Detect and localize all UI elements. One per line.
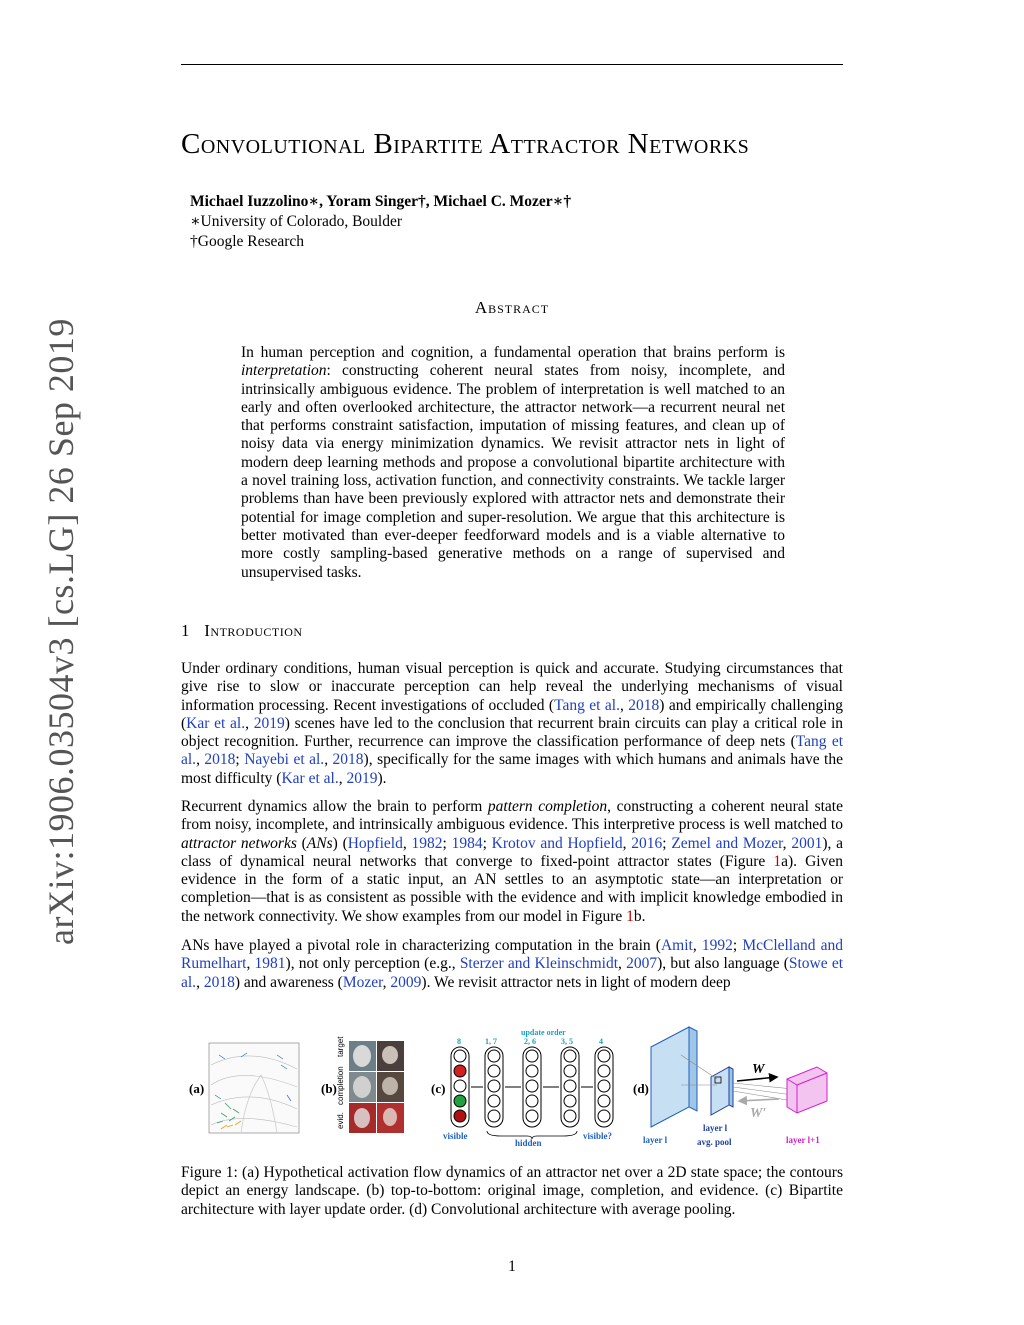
page-number: 1 <box>508 1258 516 1275</box>
update-step-h3: 3, 5 <box>561 1037 573 1046</box>
citation-year-link[interactable]: 2019 <box>253 714 285 732</box>
b-label-target: target <box>336 1036 345 1057</box>
citation-year-link[interactable]: 2019 <box>346 769 378 787</box>
b-label-completion: completion <box>336 1066 345 1105</box>
conv-architecture-diagram <box>651 1027 827 1127</box>
intro-paragraph-3: ANs have played a pivotal role in characterizing computation in the brain (Amit, 1992; McClelland and Rumelhart, 1981), not only perception (e.g., Sterzer and Kleinschmidt, 2007), but also language (Stowe et al., 2018) and awareness (Mozer, 2009). We revisit attractor nets in light of modern deep <box>181 937 844 991</box>
section-title: Introduction <box>204 621 303 640</box>
sample-image-grid <box>349 1041 404 1133</box>
citation-year-link[interactable]: 2009 <box>390 973 422 991</box>
citation-year-link[interactable]: 2018 <box>628 696 660 714</box>
citation-year-link[interactable]: 1984 <box>451 834 483 852</box>
update-step-visible2: 4 <box>599 1037 603 1046</box>
citation-link[interactable]: McClelland and Rumelhart <box>181 937 844 973</box>
intro-paragraph-2: Recurrent dynamics allow the brain to perform pattern completion, constructing a coherent neural state from noisy, incomplete, and intrinsically ambiguous evidence. This interpretive process is well matched to attractor networks (ANs) (Hopfield, 1982; 1984; Krotov and Hopfield, 2016; Zemel and Mozer, 2001), a class of dynamical neural networks that converge to fixed-point attractor states (Figure 1a). Given evidence in the form of a static input, an AN settles to an asymptotic state—an interpretation or completion—that is as consistent as possible with the evidence and with implicit knowledge embodied in the network connectivity. We show examples from our model in Figure 1b. <box>181 798 844 925</box>
update-step-h2: 2, 6 <box>524 1037 536 1046</box>
citation-year-link[interactable]: 2018 <box>203 973 235 991</box>
citation-year-link[interactable]: 1981 <box>254 955 286 973</box>
citation-year-link[interactable]: 2001 <box>791 834 823 852</box>
weight-W-label: W <box>752 1062 765 1077</box>
citation-link[interactable]: Amit <box>660 937 693 954</box>
affiliation-google: †Google Research <box>190 233 305 250</box>
citation-link[interactable]: Krotov and Hopfield <box>491 834 623 852</box>
citation-link[interactable]: Mozer <box>342 973 383 991</box>
figure-1 <box>181 1025 843 1150</box>
abstract-text-start: In human perception and cognition, a fundamental operation that brains perform is <box>241 344 785 361</box>
layer-l-label: layer l <box>643 1135 668 1145</box>
figure-label-b: (b) <box>321 1081 337 1096</box>
figure-label-d: (d) <box>633 1081 649 1096</box>
citation-link[interactable]: Tang et al. <box>554 696 620 714</box>
header-rule <box>181 64 843 65</box>
author-names: Michael Iuzzolino∗, Yoram Singer†, Michael C. Mozer∗† <box>190 193 572 210</box>
citation-year-link[interactable]: 2016 <box>631 834 663 852</box>
visible-q-label: visible? <box>583 1131 613 1141</box>
b-row-labels <box>336 1036 345 1129</box>
abstract-text-rest: : constructing coherent neural states from noisy, incomplete, and intrinsically ambiguous evidence. The problem of interpretation is well matched to an early and often overlooked architecture, the attractor network—a recurrent neural net that performs constraint satisfaction, imputation of missing features, and clean up of noisy data via energy minimization dynamics. We revisit attractor nets in light of modern deep learning methods and propose a convolutional bipartite architecture with a novel training loss, activation function, and connectivity constraints. We tackle larger problems than have been previously explored with attractor nets and demonstrate their potential for image completion and super-resolution. We argue that this architecture is better motivated than ever-deeper feedforward models and is a viable alternative to more costly sampling-based generative methods on a range of supervised and unsupervised tasks. <box>241 362 785 581</box>
citation-year-link[interactable]: 2007 <box>626 955 658 973</box>
citation-link[interactable]: Zemel and Mozer <box>671 834 783 852</box>
section-number: 1 <box>181 621 190 640</box>
section-heading-introduction <box>181 621 303 641</box>
visible-label: visible <box>443 1131 468 1141</box>
update-step-visible: 8 <box>457 1037 461 1046</box>
abstract-body <box>241 344 785 582</box>
figure-ref-link[interactable]: 1 <box>773 852 782 870</box>
figure-ref-link[interactable]: 1 <box>626 907 634 925</box>
citation-link[interactable]: Hopfield <box>347 834 403 852</box>
author-block <box>190 192 571 252</box>
citation-link[interactable]: Sterzer and Kleinschmidt <box>459 955 619 973</box>
abstract-heading: Abstract <box>474 298 550 317</box>
citation-year-link[interactable]: 1992 <box>701 937 733 954</box>
citation-link[interactable]: Stowe et al. <box>181 955 844 991</box>
citation-year-link[interactable]: 2018 <box>204 751 236 769</box>
energy-landscape-plot <box>209 1043 299 1133</box>
arxiv-side-label: arXiv:1906.03504v3 [cs.LG] 26 Sep 2019 <box>41 318 81 945</box>
update-order-label: update order <box>521 1028 566 1037</box>
citation-link[interactable]: Kar et al. <box>281 769 339 787</box>
hidden-label: hidden <box>515 1138 542 1148</box>
citation-year-link[interactable]: 2018 <box>332 751 364 769</box>
figure-label-c: (c) <box>431 1081 446 1096</box>
affiliation-colorado: ∗University of Colorado, Boulder <box>190 213 403 230</box>
layer-l-pool-label-2: avg. pool <box>697 1137 732 1147</box>
citation-link[interactable]: Tang et al. <box>181 733 844 769</box>
update-step-h1: 1, 7 <box>485 1037 497 1046</box>
intro-paragraph-1: Under ordinary conditions, human visual perception is quick and accurate. Studying circumstances that give rise to slow or inaccurate perception can help reveal the underlying mechanisms of visual information processing. Recent investigations of occluded (Tang et al., 2018) and empirically challenging (Kar et al., 2019) scenes have led to the conclusion that recurrent brain circuits can play a critical role in object recognition. Further, recurrence can improve the classification performance of deep nets (Tang et al., 2018; Nayebi et al., 2018), specifically for the same images with which humans and animals have the most difficulty (Kar et al., 2019). <box>181 660 844 787</box>
bipartite-network-diagram <box>451 1047 613 1139</box>
paper-title: Convolutional Bipartite Attractor Networks <box>181 128 750 160</box>
b-label-evid: evid. <box>336 1112 345 1129</box>
citation-year-link[interactable]: 1982 <box>411 834 443 852</box>
layer-l1-label: layer l+1 <box>786 1135 820 1145</box>
citation-link[interactable]: Kar et al. <box>186 714 246 732</box>
weight-Wprime-label: W′ <box>750 1106 767 1121</box>
update-step-labels <box>457 1037 603 1046</box>
layer-l-pool-label-1: layer l <box>703 1123 728 1133</box>
abstract-emphasis: interpretation <box>241 362 327 380</box>
figure-1-caption: Figure 1: (a) Hypothetical activation flow dynamics of an attractor net over a 2D state space; the contours depict an energy landscape. (b) top-to-bottom: original image, completion, and evidence. (c) Bipartite architecture with layer update order. (d) Convolutional architecture with average pooling. <box>181 1164 843 1218</box>
figure-label-a: (a) <box>189 1081 205 1096</box>
citation-link[interactable]: Nayebi et al. <box>244 751 325 769</box>
